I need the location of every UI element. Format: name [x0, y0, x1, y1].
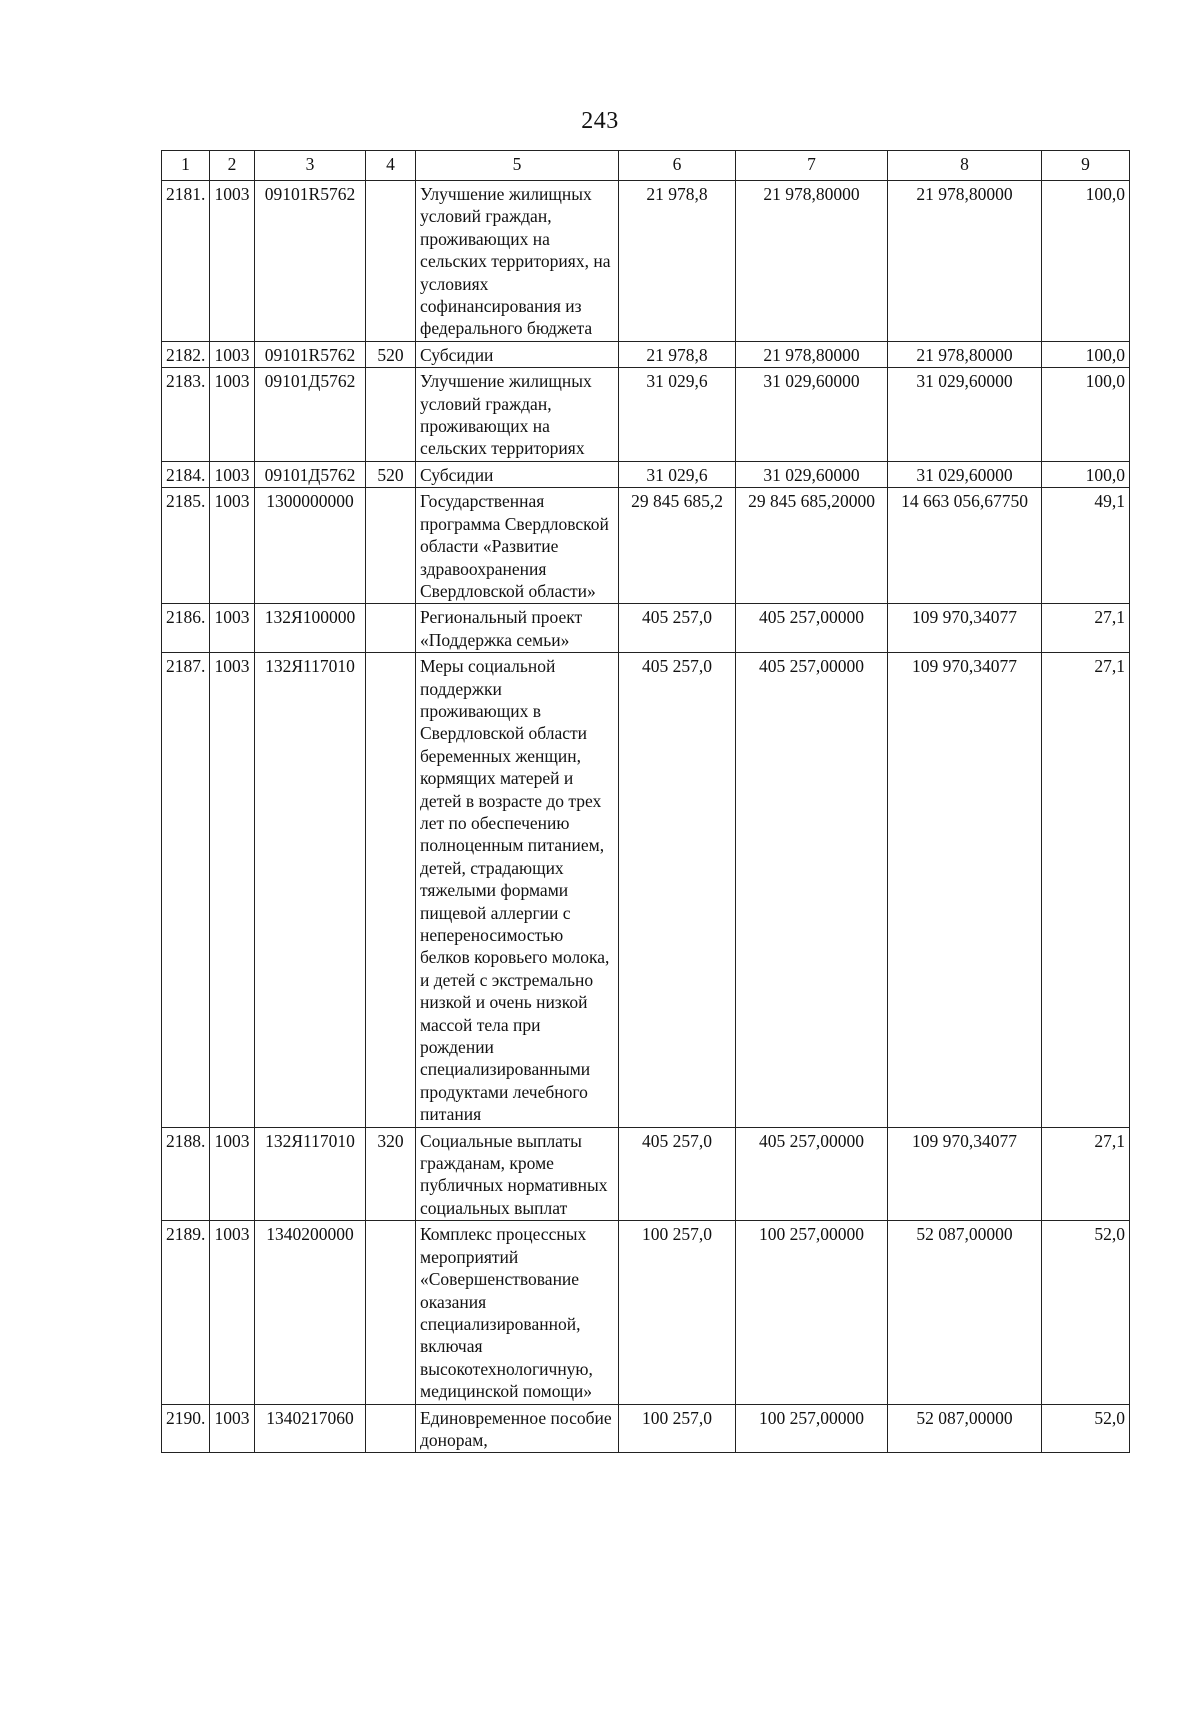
executed-amount: 21 978,80000 [888, 181, 1042, 342]
target-article-code: 132Я100000 [255, 604, 366, 653]
adjusted-amount: 31 029,60000 [736, 368, 888, 462]
expense-type-code: 320 [366, 1127, 416, 1221]
row-number: 2181. [162, 181, 210, 342]
table-row [162, 341, 1130, 367]
adjusted-amount: 405 257,00000 [736, 1127, 888, 1221]
execution-percent: 49,1 [1042, 488, 1130, 604]
section-code: 1003 [210, 368, 255, 462]
adjusted-amount: 405 257,00000 [736, 653, 888, 1128]
row-number: 2190. [162, 1404, 210, 1453]
target-article-code: 09101Д5762 [255, 368, 366, 462]
item-name: Государственная программа Свердловской области «Развитие здравоохранения Свердловской области» [416, 488, 619, 604]
planned-amount: 29 845 685,2 [619, 488, 736, 604]
expense-type-code [366, 368, 416, 462]
planned-amount: 405 257,0 [619, 653, 736, 1128]
item-name: Меры социальной поддержки проживающих в Свердловской области беременных женщин, кормящих матерей и детей в возрасте до трех лет по обеспечению полноценным питанием, детей, страдающих тяжелыми формами пищевой аллергии с непереносимостью белков коровьего молока, и детей с экстремально низкой и очень низкой массой тела при рождении специализированными продуктами лечебного питания [416, 653, 619, 1128]
adjusted-amount: 21 978,80000 [736, 181, 888, 342]
execution-percent: 52,0 [1042, 1404, 1130, 1453]
execution-percent: 100,0 [1042, 368, 1130, 462]
section-code: 1003 [210, 488, 255, 604]
item-name: Региональный проект «Поддержка семьи» [416, 604, 619, 653]
row-number: 2183. [162, 368, 210, 462]
adjusted-amount: 31 029,60000 [736, 461, 888, 487]
planned-amount: 405 257,0 [619, 604, 736, 653]
planned-amount: 31 029,6 [619, 461, 736, 487]
header-col-5: 5 [416, 151, 619, 181]
item-name: Социальные выплаты гражданам, кроме публичных нормативных социальных выплат [416, 1127, 619, 1221]
execution-percent: 100,0 [1042, 341, 1130, 367]
expense-type-code: 520 [366, 461, 416, 487]
table-row [162, 1221, 1130, 1404]
section-code: 1003 [210, 341, 255, 367]
item-name: Субсидии [416, 341, 619, 367]
execution-percent: 100,0 [1042, 181, 1130, 342]
expense-type-code [366, 181, 416, 342]
executed-amount: 52 087,00000 [888, 1221, 1042, 1404]
planned-amount: 405 257,0 [619, 1127, 736, 1221]
table-row [162, 181, 1130, 342]
table-row [162, 461, 1130, 487]
expense-type-code [366, 653, 416, 1128]
target-article-code: 132Я117010 [255, 1127, 366, 1221]
header-col-9: 9 [1042, 151, 1130, 181]
header-col-4: 4 [366, 151, 416, 181]
item-name: Улучшение жилищных условий граждан, проживающих на сельских территориях, на условиях софинансирования из федерального бюджета [416, 181, 619, 342]
expense-type-code [366, 1404, 416, 1453]
budget-table [161, 150, 1130, 1453]
header-row [162, 151, 1130, 181]
row-number: 2185. [162, 488, 210, 604]
row-number: 2187. [162, 653, 210, 1128]
table-row [162, 1404, 1130, 1453]
planned-amount: 21 978,8 [619, 181, 736, 342]
executed-amount: 31 029,60000 [888, 461, 1042, 487]
executed-amount: 52 087,00000 [888, 1404, 1042, 1453]
target-article-code: 1340217060 [255, 1404, 366, 1453]
table-body [162, 181, 1130, 1453]
planned-amount: 31 029,6 [619, 368, 736, 462]
execution-percent: 52,0 [1042, 1221, 1130, 1404]
row-number: 2188. [162, 1127, 210, 1221]
adjusted-amount: 100 257,00000 [736, 1404, 888, 1453]
executed-amount: 109 970,34077 [888, 1127, 1042, 1221]
table-row [162, 653, 1130, 1128]
row-number: 2189. [162, 1221, 210, 1404]
execution-percent: 27,1 [1042, 653, 1130, 1128]
section-code: 1003 [210, 181, 255, 342]
planned-amount: 100 257,0 [619, 1404, 736, 1453]
expense-type-code [366, 604, 416, 653]
item-name: Улучшение жилищных условий граждан, проживающих на сельских территориях [416, 368, 619, 462]
expense-type-code: 520 [366, 341, 416, 367]
page-number: 243 [581, 108, 619, 134]
expense-type-code [366, 488, 416, 604]
table-row [162, 604, 1130, 653]
item-name: Субсидии [416, 461, 619, 487]
header-col-3: 3 [255, 151, 366, 181]
section-code: 1003 [210, 1127, 255, 1221]
execution-percent: 27,1 [1042, 604, 1130, 653]
item-name: Единовременное пособие донорам, [416, 1404, 619, 1453]
executed-amount: 14 663 056,67750 [888, 488, 1042, 604]
target-article-code: 09101R5762 [255, 341, 366, 367]
table-row [162, 1127, 1130, 1221]
executed-amount: 31 029,60000 [888, 368, 1042, 462]
executed-amount: 21 978,80000 [888, 341, 1042, 367]
section-code: 1003 [210, 604, 255, 653]
section-code: 1003 [210, 461, 255, 487]
table-header [162, 151, 1130, 181]
target-article-code: 1340200000 [255, 1221, 366, 1404]
row-number: 2184. [162, 461, 210, 487]
executed-amount: 109 970,34077 [888, 604, 1042, 653]
row-number: 2186. [162, 604, 210, 653]
adjusted-amount: 405 257,00000 [736, 604, 888, 653]
target-article-code: 132Я117010 [255, 653, 366, 1128]
adjusted-amount: 21 978,80000 [736, 341, 888, 367]
header-col-7: 7 [736, 151, 888, 181]
execution-percent: 100,0 [1042, 461, 1130, 487]
table-row [162, 488, 1130, 604]
row-number: 2182. [162, 341, 210, 367]
adjusted-amount: 100 257,00000 [736, 1221, 888, 1404]
header-col-6: 6 [619, 151, 736, 181]
table-row [162, 368, 1130, 462]
planned-amount: 100 257,0 [619, 1221, 736, 1404]
executed-amount: 109 970,34077 [888, 653, 1042, 1128]
target-article-code: 09101R5762 [255, 181, 366, 342]
header-col-2: 2 [210, 151, 255, 181]
expense-type-code [366, 1221, 416, 1404]
section-code: 1003 [210, 1221, 255, 1404]
header-col-1: 1 [162, 151, 210, 181]
adjusted-amount: 29 845 685,20000 [736, 488, 888, 604]
section-code: 1003 [210, 1404, 255, 1453]
header-col-8: 8 [888, 151, 1042, 181]
execution-percent: 27,1 [1042, 1127, 1130, 1221]
section-code: 1003 [210, 653, 255, 1128]
item-name: Комплекс процессных мероприятий «Совершенствование оказания специализированной, включая высокотехнологичную, медицинской помощи» [416, 1221, 619, 1404]
planned-amount: 21 978,8 [619, 341, 736, 367]
target-article-code: 1300000000 [255, 488, 366, 604]
target-article-code: 09101Д5762 [255, 461, 366, 487]
